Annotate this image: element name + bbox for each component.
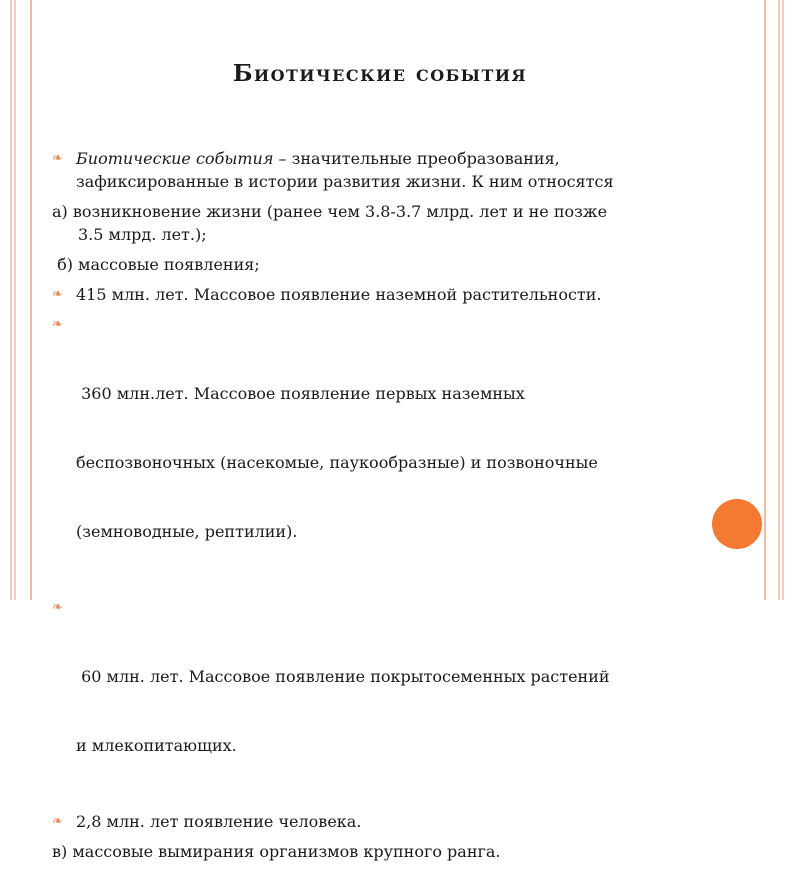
leaf-bullet-icon: ❧: [52, 151, 63, 166]
bullet-2-line-3: (земноводные, рептилии).: [76, 522, 298, 541]
bullet-1-line-1: 415 млн. лет. Массовое появление наземной растительности.: [76, 285, 602, 304]
item-a-line-1: а) возникновение жизни (ранее чем 3.8-3.7 млрд. лет и не позже: [52, 202, 608, 221]
item-a: [52, 200, 742, 246]
bullet-3-line-1: 60 млн. лет. Массовое появление покрытосеменных растений: [76, 667, 610, 686]
item-a-line-2: 3.5 млрд. лет.);: [78, 225, 207, 244]
bullet-item-1: [52, 283, 742, 306]
intro-rest: – значительные преобразования,: [273, 149, 560, 168]
leaf-bullet-icon: ❧: [52, 317, 63, 332]
bullet-item-2: [52, 313, 742, 589]
bullet-3-line-2: и млекопитающих.: [76, 736, 237, 755]
leaf-bullet-icon: ❧: [52, 287, 63, 302]
bullet-4-line-1: 2,8 млн. лет появление человека.: [76, 812, 362, 831]
leaf-bullet-icon: ❧: [52, 600, 63, 615]
right-decorative-frame: [764, 0, 800, 600]
bullet-item-3: [52, 596, 742, 803]
bullet-2-line-1: 360 млн.лет. Массовое появление первых наземных: [76, 384, 525, 403]
intro-line-1: [76, 147, 742, 170]
item-b: [52, 253, 742, 276]
orange-circle-decoration: [712, 499, 762, 549]
intro-paragraph: [52, 147, 742, 193]
intro-italic-term: Биотические события: [76, 149, 274, 168]
leaf-bullet-icon: ❧: [52, 814, 63, 829]
intro-line-2: зафиксированные в истории развития жизни. К ним относятся: [76, 172, 614, 191]
slide-content: [52, 147, 742, 870]
item-b-text: б) массовые появления;: [52, 255, 260, 274]
left-decorative-frame: [0, 0, 32, 600]
bullet-2-line-2: беспозвоночных (насекомые, паукообразные) и позвоночные: [76, 453, 598, 472]
item-c: [52, 840, 742, 863]
slide-title: Биотические события: [232, 60, 528, 87]
bullet-item-4: [52, 810, 742, 833]
item-c-text: в) массовые вымирания организмов крупного ранга.: [52, 842, 501, 861]
